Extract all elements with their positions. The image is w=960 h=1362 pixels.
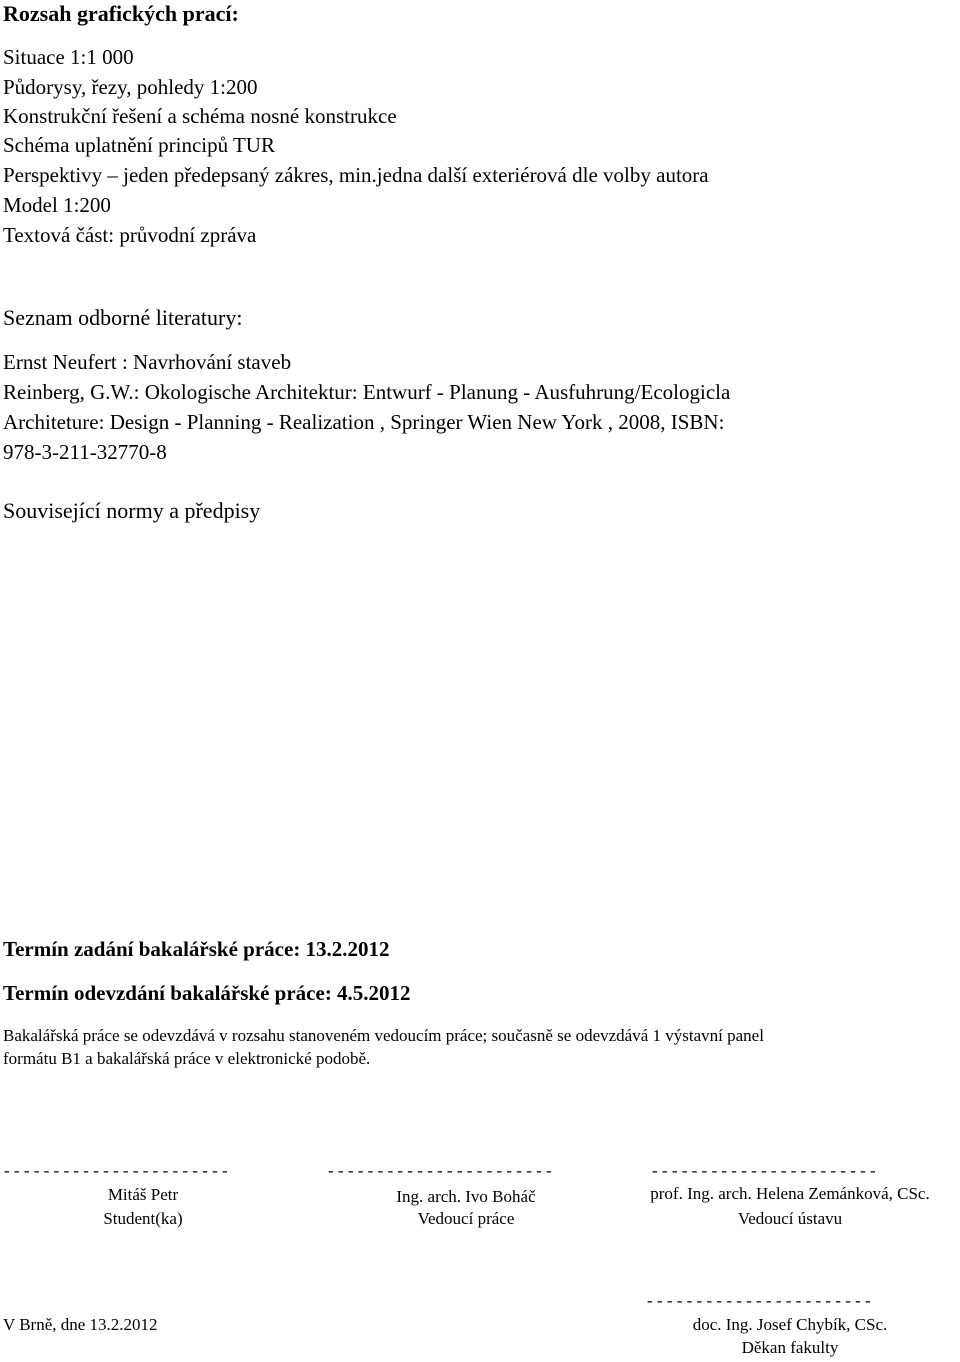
submission-note-line-2: formátu B1 a bakalářská práce v elektronické podobě. [3, 1049, 371, 1068]
student-name: Mitáš Petr [107, 1185, 179, 1204]
dean-signature-line: - - - - - - - - - - - - - - - - - - - - - - - [647, 1291, 871, 1310]
supervisor-role: Vedoucí práce [417, 1209, 515, 1228]
student-role: Student(ka) [103, 1209, 183, 1228]
scope-item-perspectives: Perspektivy – jeden předepsaný zákres, min.jedna další exteriérová dle volby autora [3, 163, 709, 187]
submission-note-line-1: Bakalářská práce se odevzdává v rozsahu stanoveném vedoucím práce; současně se odevzdává 1 výstavní panel [3, 1026, 764, 1045]
student-signature-line: - - - - - - - - - - - - - - - - - - - - - - - [4, 1161, 228, 1180]
scope-item-structure: Konstrukční řešení a schéma nosné konstrukce [3, 104, 397, 128]
dean-role: Děkan fakulty [741, 1338, 839, 1357]
scope-item-text: Textová část: průvodní zpráva [3, 223, 257, 247]
dean-name: doc. Ing. Josef Chybík, CSc. [692, 1315, 888, 1334]
literature-heading: Seznam odborné literatury: [3, 305, 243, 330]
head-role: Vedoucí ústavu [737, 1209, 843, 1228]
head-name: prof. Ing. arch. Helena Zemánková, CSc. [650, 1184, 930, 1203]
literature-item-reinberg-2: Architeture: Design - Planning - Realization , Springer Wien New York , 2008, ISBN: [3, 410, 725, 434]
submission-date: Termín odevzdání bakalářské práce: 4.5.2012 [3, 981, 411, 1005]
literature-item-isbn: 978-3-211-32770-8 [3, 440, 167, 464]
place-and-date: V Brně, dne 13.2.2012 [3, 1315, 158, 1334]
scope-item-situation: Situace 1:1 000 [3, 45, 134, 69]
norms-heading: Související normy a předpisy [3, 498, 261, 523]
literature-item-neufert: Ernst Neufert : Navrhování staveb [3, 350, 292, 374]
head-signature-line: - - - - - - - - - - - - - - - - - - - - - - - [652, 1161, 876, 1180]
supervisor-name: Ing. arch. Ivo Boháč [396, 1187, 536, 1206]
supervisor-signature-line: - - - - - - - - - - - - - - - - - - - - - - - [328, 1161, 552, 1180]
literature-item-reinberg-1: Reinberg, G.W.: Okologische Architektur: Entwurf - Planung - Ausfuhrung/Ecologicla [3, 380, 731, 404]
scope-item-model: Model 1:200 [3, 193, 111, 217]
scope-item-tur: Schéma uplatnění principů TUR [3, 133, 275, 157]
scope-item-plans: Půdorysy, řezy, pohledy 1:200 [3, 75, 258, 99]
scope-heading: Rozsah grafických prací: [3, 1, 239, 26]
assignment-date: Termín zadání bakalářské práce: 13.2.2012 [3, 937, 390, 961]
